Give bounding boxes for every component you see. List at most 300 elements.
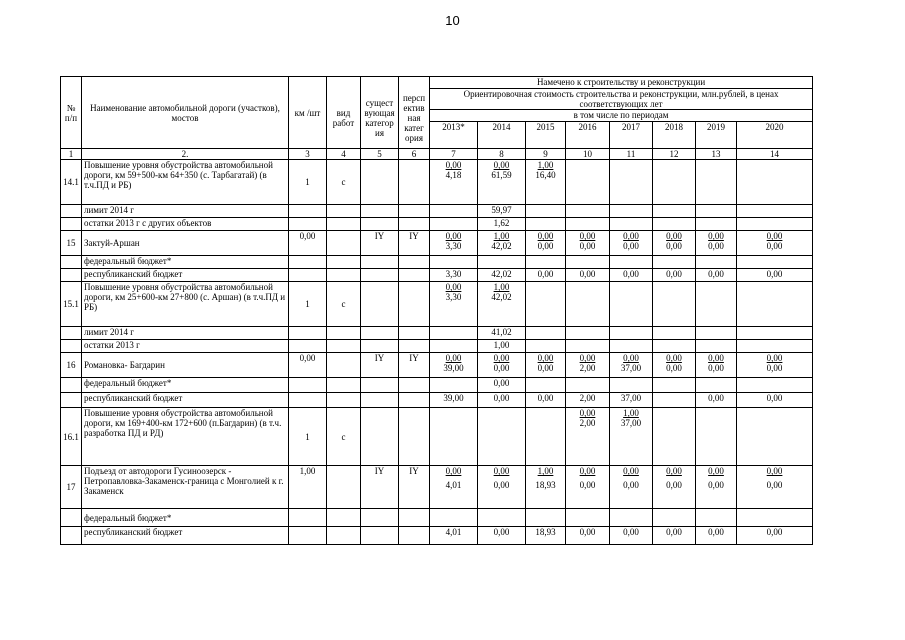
table-cell-value: 0,00 <box>478 527 526 545</box>
table-cell-value: 3 <box>289 149 327 160</box>
table-cell-value: 6 <box>399 149 430 160</box>
table-cell <box>696 327 737 340</box>
table-cell <box>566 327 610 340</box>
table-cell <box>430 231 478 256</box>
table-cell <box>696 282 737 327</box>
table-cell <box>610 327 653 340</box>
table-cell <box>399 205 430 218</box>
table-cell <box>430 340 478 353</box>
table-cell-value: IY <box>361 466 399 509</box>
table-cell-value: лимит 2014 г <box>82 327 289 340</box>
table-cell <box>526 327 566 340</box>
table-cell <box>737 466 813 509</box>
table-cell-value: 0,00 <box>666 480 682 491</box>
header-year: 2016 <box>566 122 610 149</box>
header-year: 2018 <box>653 122 696 149</box>
table-cell <box>526 205 566 218</box>
table-cell-value: 0,00 <box>623 480 639 491</box>
table-cell <box>61 205 82 218</box>
table-cell <box>399 327 430 340</box>
table-cell-value: 42,02 <box>491 241 512 252</box>
table-cell-value: Подъезд от автодороги Гусиноозерск - Петропавловка-Закаменск-граница с Монголией к г. Закаменск <box>82 466 289 509</box>
table-cell <box>430 378 478 393</box>
table-cell <box>566 160 610 205</box>
header-year: 2017 <box>610 122 653 149</box>
table-cell <box>610 509 653 527</box>
table-cell <box>566 353 610 378</box>
table-row <box>61 218 813 231</box>
table-cell-value: 0,00 <box>493 466 510 477</box>
table-row <box>61 256 813 269</box>
table-cell-value: 1,00 <box>537 160 554 171</box>
table-cell-value: республиканский бюджет <box>82 269 289 282</box>
table-cell <box>610 205 653 218</box>
table-cell-value: 2. <box>82 149 289 160</box>
table-cell <box>653 327 696 340</box>
table-cell-value: IY <box>399 466 430 509</box>
header-planned: Намечено к строительству и реконструкции <box>430 77 813 89</box>
table-cell-value: 0,00 <box>526 393 566 408</box>
table-cell <box>526 466 566 509</box>
table-cell <box>289 218 327 231</box>
table-cell-value: IY <box>399 353 430 378</box>
table-cell <box>327 340 361 353</box>
table-cell-value: 0,00 <box>289 353 327 378</box>
table-cell <box>610 282 653 327</box>
table-cell <box>526 353 566 378</box>
table-cell <box>478 160 526 205</box>
table-cell <box>610 466 653 509</box>
table-cell <box>289 509 327 527</box>
header-periods: в том числе по периодам <box>430 110 813 122</box>
table-cell <box>289 378 327 393</box>
table-cell <box>61 509 82 527</box>
table-cell-value: 8 <box>478 149 526 160</box>
table-cell-value: Зактуй-Аршан <box>82 231 289 256</box>
table-cell-value: 0,00 <box>537 231 554 242</box>
table-cell <box>653 466 696 509</box>
table-cell-value: 0,00 <box>708 480 724 491</box>
table-cell <box>327 77 361 89</box>
table-cell <box>737 327 813 340</box>
table-cell-value: 1 <box>61 149 82 160</box>
table-cell <box>610 231 653 256</box>
table-cell-value: 0,00 <box>579 480 596 491</box>
table-cell-value: 0,00 <box>610 269 653 282</box>
table-cell <box>526 408 566 466</box>
table-cell <box>478 353 526 378</box>
table-cell-value: федеральный бюджет* <box>82 509 289 527</box>
table-cell <box>526 509 566 527</box>
table-cell <box>526 218 566 231</box>
table-cell-value: 0,00 <box>579 231 596 242</box>
table-cell <box>361 218 399 231</box>
table-cell <box>430 218 478 231</box>
table-cell <box>566 218 610 231</box>
header-year: 2013* <box>430 122 478 149</box>
table-cell <box>399 256 430 269</box>
table-row <box>61 466 813 509</box>
table-cell-value: 0,00 <box>666 363 682 374</box>
table-cell <box>399 340 430 353</box>
table-cell <box>430 327 478 340</box>
table-cell <box>696 231 737 256</box>
table-cell <box>289 527 327 545</box>
table-cell <box>478 466 526 509</box>
table-cell <box>737 378 813 393</box>
table-cell <box>327 231 361 256</box>
table-cell <box>737 205 813 218</box>
table-cell <box>327 218 361 231</box>
table-cell <box>737 256 813 269</box>
table-cell <box>327 256 361 269</box>
table-cell-value: 59,97 <box>478 205 526 218</box>
table-cell <box>696 466 737 509</box>
table-cell <box>289 327 327 340</box>
table-cell-value: федеральный бюджет* <box>82 256 289 269</box>
table-cell <box>399 393 430 408</box>
table-cell <box>566 256 610 269</box>
table-cell <box>566 378 610 393</box>
header-km: км /шт <box>289 77 327 149</box>
table-cell-value: 0,00 <box>493 363 510 374</box>
table-cell <box>653 282 696 327</box>
table-cell-value: 4,18 <box>445 170 462 181</box>
table-cell <box>610 256 653 269</box>
table-cell-value: 0,00 <box>708 241 724 252</box>
table-cell-value: 14 <box>737 149 813 160</box>
table-cell-value: 0,00 <box>537 241 554 252</box>
table-cell-value: 7 <box>430 149 478 160</box>
table-cell-value: 10 <box>566 149 610 160</box>
table-cell-value: остатки 2013 г с других объектов <box>82 218 289 231</box>
table-cell <box>696 408 737 466</box>
table-cell <box>653 408 696 466</box>
table-cell-value: 0,00 <box>445 353 462 364</box>
table-cell <box>289 205 327 218</box>
table-cell <box>327 353 361 378</box>
table-cell <box>361 160 399 205</box>
table-cell-value: 1,00 <box>493 282 510 293</box>
table-cell <box>361 378 399 393</box>
table-row <box>61 231 813 256</box>
table-cell <box>566 340 610 353</box>
table-cell-value: 0,00 <box>566 527 610 545</box>
table-cell <box>327 466 361 509</box>
table-cell <box>566 466 610 509</box>
table-cell <box>327 327 361 340</box>
table-cell-value: 17 <box>61 466 82 509</box>
table-cell-value: 0,00 <box>537 363 554 374</box>
table-cell <box>430 256 478 269</box>
table-cell <box>61 269 82 282</box>
table-cell <box>610 353 653 378</box>
table-cell <box>327 378 361 393</box>
table-cell-value: 0,00 <box>493 480 510 491</box>
table-row <box>61 327 813 340</box>
table-cell <box>399 509 430 527</box>
table-cell-value: 0,00 <box>766 363 783 374</box>
table-cell-value: 0,00 <box>445 231 462 242</box>
header-year: 2019 <box>696 122 737 149</box>
table-cell-value: 1,00 <box>537 466 554 477</box>
table-cell-value: 15.1 <box>61 282 82 327</box>
table-cell-value: 1,00 <box>289 466 327 509</box>
table-cell-value: с <box>327 160 361 205</box>
table-cell <box>399 378 430 393</box>
table-cell <box>430 205 478 218</box>
table-cell-value: 1 <box>289 282 327 327</box>
table-cell-value: 4 <box>327 149 361 160</box>
table-cell-value: 0,00 <box>579 408 596 419</box>
table-cell <box>361 256 399 269</box>
table-cell <box>566 231 610 256</box>
table-cell-value: 16.1 <box>61 408 82 466</box>
table-cell <box>399 408 430 466</box>
table-cell <box>430 353 478 378</box>
table-cell <box>696 353 737 378</box>
table-cell <box>361 327 399 340</box>
table-cell-value: 0,00 <box>493 353 510 364</box>
table-cell <box>737 408 813 466</box>
table-cell-value: 15 <box>61 231 82 256</box>
table-cell <box>653 509 696 527</box>
table-cell <box>696 160 737 205</box>
header-cost: Ориентировочная стоимость строительства и реконструкции, млн.рублей, в ценах соответствующих лет <box>430 89 813 110</box>
table-cell <box>653 256 696 269</box>
table-cell <box>737 231 813 256</box>
table-cell-value: Романовка- Багдарин <box>82 353 289 378</box>
table-cell-value: 61,59 <box>491 170 512 181</box>
table-cell-value: 0,00 <box>579 466 596 477</box>
table-cell-value: с <box>327 282 361 327</box>
table-cell <box>327 527 361 545</box>
table-cell <box>737 160 813 205</box>
table-cell-value: республиканский бюджет <box>82 393 289 408</box>
table-cell <box>478 256 526 269</box>
table-cell <box>526 256 566 269</box>
table-cell <box>526 160 566 205</box>
table-cell-value: IY <box>361 231 399 256</box>
table-cell <box>361 393 399 408</box>
table-cell <box>610 340 653 353</box>
table-cell <box>61 393 82 408</box>
table-cell-value: 4,01 <box>445 480 462 491</box>
table-cell-value: 0,00 <box>579 353 596 364</box>
table-cell-value: 0,00 <box>666 231 682 242</box>
table-cell-value: 0,00 <box>766 466 783 477</box>
table-cell-value: 1,00 <box>493 231 510 242</box>
table-cell-value: 11 <box>610 149 653 160</box>
table-cell <box>737 282 813 327</box>
header-cat-exist: сущест вующая категор ия <box>361 89 399 149</box>
table-cell-value: 0,00 <box>579 241 596 252</box>
table-cell <box>653 160 696 205</box>
table-cell <box>361 282 399 327</box>
table-cell <box>566 282 610 327</box>
table-cell <box>327 509 361 527</box>
table-cell-value: 1,00 <box>478 340 526 353</box>
column-index-row <box>61 149 813 160</box>
table-cell <box>653 231 696 256</box>
table-cell <box>289 340 327 353</box>
header-year: 2020 <box>737 122 813 149</box>
table-cell <box>327 269 361 282</box>
table-cell <box>399 282 430 327</box>
table-row <box>61 408 813 466</box>
table-cell <box>566 205 610 218</box>
table-cell <box>653 340 696 353</box>
table-cell-value: 0,00 <box>623 231 639 242</box>
table-cell <box>478 509 526 527</box>
table-cell-value: 2,00 <box>579 363 596 374</box>
table-cell <box>430 160 478 205</box>
table-cell-value: федеральный бюджет* <box>82 378 289 393</box>
table-cell <box>737 353 813 378</box>
table-cell <box>430 408 478 466</box>
table-cell-value: 0,00 <box>708 363 724 374</box>
table-cell-value: 0,00 <box>623 466 639 477</box>
table-cell-value: 0,00 <box>737 393 813 408</box>
table-cell <box>737 509 813 527</box>
header-name: Наименование автомобильной дороги (участков), мостов <box>82 77 289 149</box>
table-cell-value: 0,00 <box>526 269 566 282</box>
header-cat-persp: персп ектив ная катег ория <box>399 89 430 149</box>
table-cell-value: 1,62 <box>478 218 526 231</box>
table-cell <box>430 282 478 327</box>
table-cell-value: 2,00 <box>566 393 610 408</box>
table-cell <box>696 205 737 218</box>
table-cell-value: 0,00 <box>445 160 462 171</box>
table-cell-value: 1 <box>289 408 327 466</box>
table-cell-value: 0,00 <box>766 353 783 364</box>
table-cell <box>696 340 737 353</box>
table-cell-value: 0,00 <box>696 269 737 282</box>
table-row <box>61 282 813 327</box>
table-cell-value: 12 <box>653 149 696 160</box>
header-row <box>61 77 813 89</box>
table-cell <box>696 218 737 231</box>
page-number: 10 <box>445 13 460 28</box>
table-cell <box>61 378 82 393</box>
table-cell-value: 0,00 <box>766 241 783 252</box>
table-cell-value: 1 <box>289 160 327 205</box>
table-cell <box>399 269 430 282</box>
table-cell <box>566 509 610 527</box>
table-cell-value: 0,00 <box>696 527 737 545</box>
table-cell <box>610 160 653 205</box>
table-cell-value: 0,00 <box>566 269 610 282</box>
table-cell-value: 0,00 <box>445 466 462 477</box>
table-cell-value: 18,93 <box>535 480 556 491</box>
table-row <box>61 527 813 545</box>
table-cell-value: 42,02 <box>491 292 512 303</box>
table-cell <box>478 408 526 466</box>
table-cell <box>399 77 430 89</box>
table-cell-value: 1,00 <box>623 408 639 419</box>
table-cell <box>696 378 737 393</box>
table-row <box>61 509 813 527</box>
table-cell <box>61 218 82 231</box>
table-cell <box>566 408 610 466</box>
table-cell-value: IY <box>361 353 399 378</box>
table-cell-value: 0,00 <box>766 480 783 491</box>
table-cell-value: 41,02 <box>478 327 526 340</box>
table-cell-value: 0,00 <box>493 160 510 171</box>
table-cell-value: 18,93 <box>526 527 566 545</box>
table-cell-value: 3,30 <box>445 292 462 303</box>
table-cell-value: 0,00 <box>737 527 813 545</box>
table-cell <box>696 256 737 269</box>
table-cell <box>610 218 653 231</box>
table-cell-value: 9 <box>526 149 566 160</box>
table-row <box>61 205 813 218</box>
table-cell <box>430 509 478 527</box>
table-row <box>61 160 813 205</box>
table-cell <box>653 218 696 231</box>
table-cell-value: 0,00 <box>610 527 653 545</box>
table-row <box>61 269 813 282</box>
table-cell <box>653 205 696 218</box>
table-cell-value: 16 <box>61 353 82 378</box>
table-cell <box>289 256 327 269</box>
table-cell <box>478 231 526 256</box>
table-cell <box>737 340 813 353</box>
table-cell-value: 0,00 <box>737 269 813 282</box>
table-cell <box>361 340 399 353</box>
table-cell-value: Повышение уровня обустройства автомобильной дороги, км 59+500-км 64+350 (с. Тарбагатай) (в т.ч.ПД и РБ) <box>82 160 289 205</box>
header-year: 2014 <box>478 122 526 149</box>
table-cell <box>361 509 399 527</box>
table-cell <box>478 282 526 327</box>
table-cell <box>61 340 82 353</box>
table-cell <box>696 509 737 527</box>
table-cell-value: 0,00 <box>708 353 724 364</box>
table-cell <box>361 527 399 545</box>
table-cell-value: 5 <box>361 149 399 160</box>
table-cell <box>399 218 430 231</box>
table-row <box>61 393 813 408</box>
table-cell-value: 37,00 <box>620 363 642 374</box>
table-cell <box>399 527 430 545</box>
table-cell-value: 0,00 <box>653 269 696 282</box>
table-cell <box>653 353 696 378</box>
table-cell <box>610 408 653 466</box>
table-cell-value: 39,00 <box>443 363 464 374</box>
table-cell <box>61 256 82 269</box>
table-cell <box>526 231 566 256</box>
table-cell-value: 0,00 <box>666 241 682 252</box>
table-cell <box>361 77 399 89</box>
table-cell-value: 0,00 <box>766 231 783 242</box>
table-cell <box>610 378 653 393</box>
table-cell-value: IY <box>399 231 430 256</box>
table-cell-value: 37,00 <box>610 393 653 408</box>
table-cell <box>361 408 399 466</box>
table-cell <box>526 378 566 393</box>
table-cell <box>289 393 327 408</box>
table-cell-value: 0,00 <box>289 231 327 256</box>
table-cell <box>526 340 566 353</box>
table-cell-value: 0,00 <box>653 527 696 545</box>
table-cell <box>526 282 566 327</box>
table-cell <box>399 160 430 205</box>
table-cell-value: с <box>327 408 361 466</box>
table-cell-value: 37,00 <box>620 418 642 429</box>
table-cell-value: 0,00 <box>666 353 682 364</box>
table-cell <box>327 393 361 408</box>
table-cell-value <box>653 393 696 408</box>
